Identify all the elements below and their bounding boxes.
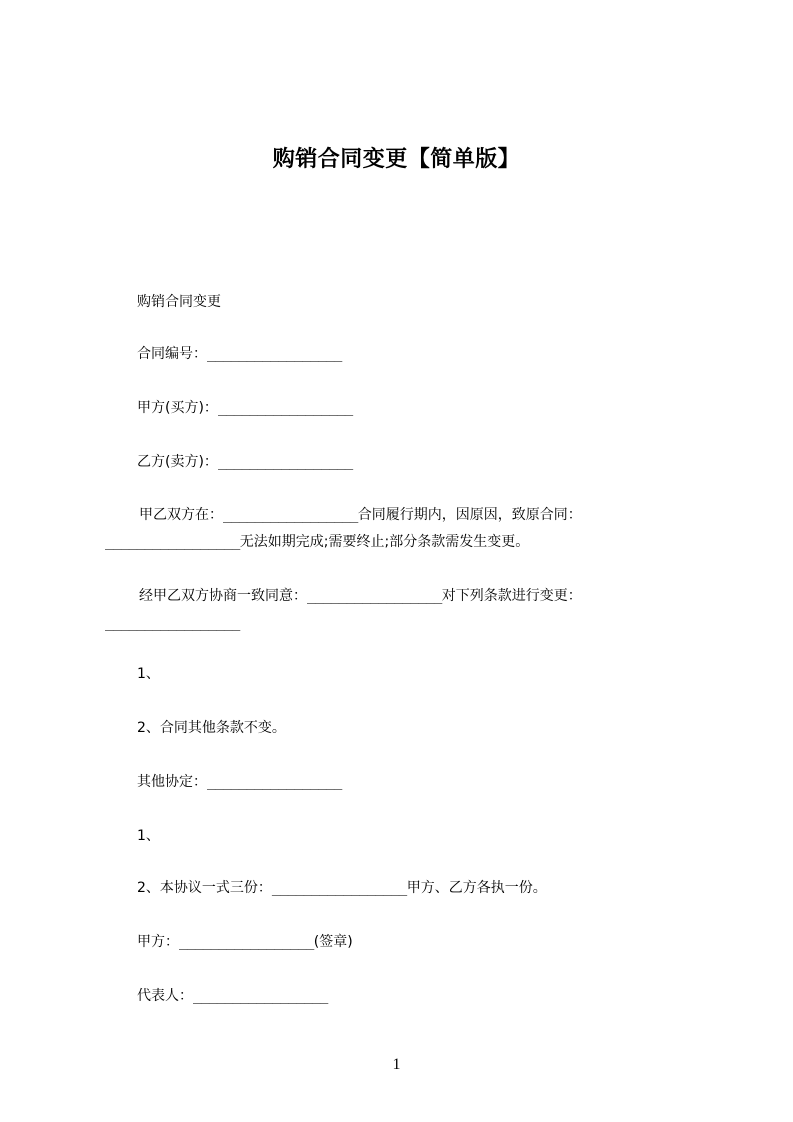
- para2-blank-2: _________________: [105, 615, 240, 631]
- contract-number-line: [137, 344, 342, 364]
- party-a-sign-line: [137, 932, 353, 952]
- contract-number-label: 合同编号：: [137, 346, 207, 362]
- party-b-blank: _________________: [217, 454, 353, 470]
- other-agreement-line: [137, 772, 342, 792]
- party-a-sign-label: 甲方：: [137, 934, 179, 950]
- para1-blank-2: _________________: [105, 534, 240, 550]
- copies-text: 甲方、乙方各执一份。: [406, 880, 547, 896]
- paragraph-agreement: [105, 583, 705, 637]
- para1-part-c: 无法如期完成;需要终止;部分条款需发生变更。: [239, 534, 530, 550]
- para2-part-a: 经甲乙双方协商一致同意：: [139, 588, 307, 604]
- copies-label: 2、本协议一式三份：: [137, 880, 272, 896]
- item-1: 1、: [137, 666, 160, 682]
- party-a-line: [137, 398, 353, 418]
- representative-label: 代表人：: [137, 988, 193, 1004]
- party-b-line: [137, 452, 353, 472]
- representative-blank: _________________: [193, 988, 328, 1004]
- other-agreement-blank: _________________: [207, 774, 342, 790]
- para1-blank-1: _________________: [223, 507, 358, 523]
- party-b-label: 乙方(卖方)：: [137, 454, 218, 470]
- section-heading: 购销合同变更: [137, 294, 221, 310]
- paragraph-change-reason: [105, 502, 705, 556]
- representative-line: [137, 986, 328, 1006]
- other-agreement-label: 其他协定：: [137, 774, 207, 790]
- contract-number-blank: _________________: [207, 346, 342, 362]
- para1-part-a: 甲乙双方在：: [139, 507, 223, 523]
- page-number: 1: [392, 1056, 401, 1073]
- item-2: 2、合同其他条款不变。: [137, 720, 286, 736]
- party-a-sign-blank: _________________: [179, 934, 314, 950]
- item-2-other: [137, 878, 547, 898]
- para2-blank-1: _________________: [307, 588, 442, 604]
- copies-blank: _________________: [271, 880, 407, 896]
- para2-part-b: 对下列条款进行变更：: [441, 588, 582, 604]
- document-title: 购销合同变更【简单版】: [272, 147, 521, 172]
- seal-label: (签章): [313, 934, 353, 950]
- item-1-other: 1、: [137, 828, 160, 844]
- party-a-blank: _________________: [217, 400, 353, 416]
- party-a-label: 甲方(买方)：: [137, 400, 218, 416]
- para1-part-b: 合同履行期内，因原因，致原合同：: [357, 507, 582, 523]
